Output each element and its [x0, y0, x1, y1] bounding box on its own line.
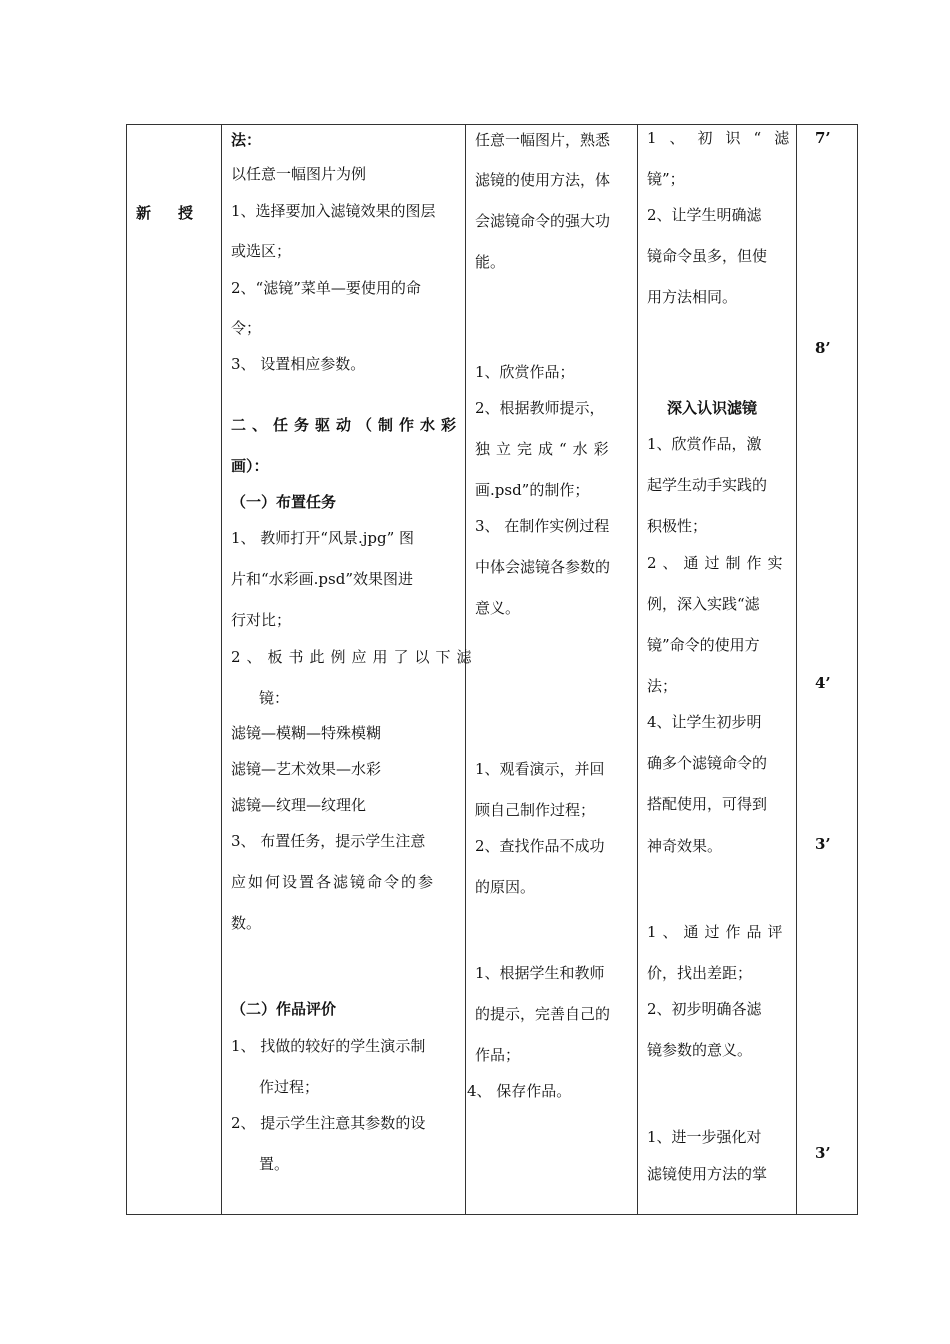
intent-text-line: 1、进一步强化对: [647, 1128, 762, 1146]
intent-text-line: 价，找出差距；: [647, 964, 753, 982]
teacher-text-line: 1、选择要加入滤镜效果的图层: [231, 202, 436, 220]
teacher-text-line: 置。: [259, 1155, 290, 1173]
student-text-line: 1、欣赏作品；: [475, 363, 575, 381]
student-text-line: 2、查找作品不成功: [475, 837, 605, 855]
student-text-line: 滤镜的使用方法，体: [475, 171, 611, 189]
teacher-text-line: 行对比；: [231, 611, 292, 629]
subsection-heading: （二）作品评价: [231, 1000, 337, 1018]
teacher-text-line: 2、 提示学生注意其参数的设: [231, 1114, 426, 1132]
intent-text-line: 确多个滤镜命令的: [647, 754, 768, 772]
intent-text-line: 镜命令虽多，但使: [647, 247, 768, 265]
intent-text-line: 法；: [647, 677, 678, 695]
student-text-line: 画.psd”的制作；: [475, 481, 590, 499]
teacher-text-line: 数。: [231, 914, 262, 932]
teacher-text-line: 1、 找做的较好的学生演示制: [231, 1037, 426, 1055]
intent-heading: 深入认识滤镜: [667, 399, 758, 417]
time-allocation: 8’: [815, 339, 831, 357]
teacher-text-line: 或选区；: [231, 242, 292, 260]
intent-text-line: 镜”命令的使用方: [647, 636, 760, 654]
column-divider: [637, 124, 638, 1215]
intent-text-line: 1、通过作品评: [647, 923, 789, 941]
teacher-text-line: 1、 教师打开“风景.jpg” 图: [231, 529, 415, 547]
student-text-line: 顾自己制作过程；: [475, 801, 596, 819]
intent-text-line: 1、欣赏作品，激: [647, 435, 762, 453]
time-allocation: 4’: [815, 674, 831, 692]
teacher-text-line: 以任意一幅图片为例: [231, 165, 367, 183]
teacher-text-line: 法：: [231, 131, 262, 149]
teacher-text-line: 3、 设置相应参数。: [231, 355, 366, 373]
teacher-text-line: 令；: [231, 319, 262, 337]
intent-text-line: 1、初识“滤: [647, 129, 803, 147]
intent-text-line: 搭配使用，可得到: [647, 795, 768, 813]
time-allocation: 7’: [815, 129, 831, 147]
time-allocation: 3’: [815, 1144, 831, 1162]
teacher-text-line: 作过程；: [259, 1078, 320, 1096]
column-divider: [221, 124, 222, 1215]
section-label-char: 授: [178, 204, 194, 222]
intent-text-line: 用方法相同。: [647, 288, 738, 306]
student-text-line: 2、根据教师提示，: [475, 399, 605, 417]
subsection-heading: （一）布置任务: [231, 493, 337, 511]
student-text-line: 任意一幅图片，熟悉: [475, 131, 611, 149]
teacher-text-line: 2、“滤镜”菜单—要使用的命: [231, 279, 421, 297]
intent-text-line: 积极性；: [647, 517, 708, 535]
column-divider: [465, 124, 466, 1215]
student-text-line: 1、观看演示，并回: [475, 760, 605, 778]
intent-text-line: 4、让学生初步明: [647, 713, 762, 731]
student-text-line: 独立完成“水彩: [475, 440, 615, 458]
intent-text-line: 起学生动手实践的: [647, 476, 768, 494]
teacher-text-line: 滤镜—模糊—特殊模糊: [231, 724, 382, 742]
section-heading: 画）：: [231, 457, 269, 475]
teacher-text-line: 片和“水彩画.psd”效果图进: [231, 570, 414, 588]
intent-text-line: 镜参数的意义。: [647, 1041, 753, 1059]
intent-text-line: 2、通过制作实: [647, 554, 789, 572]
student-text-line: 会滤镜命令的强大功: [475, 212, 611, 230]
student-text-line: 意义。: [475, 599, 521, 617]
student-text-line: 能。: [475, 253, 506, 271]
intent-text-line: 例，深入实践“滤: [647, 595, 760, 613]
student-text-line: 4、 保存作品。: [467, 1082, 572, 1100]
student-text-line: 的原因。: [475, 878, 536, 896]
intent-text-line: 神奇效果。: [647, 837, 723, 855]
time-allocation: 3’: [815, 835, 831, 853]
student-text-line: 作品；: [475, 1046, 521, 1064]
intent-text-line: 2、初步明确各滤: [647, 1000, 762, 1018]
section-heading: 二、任务驱动（制作水彩: [231, 416, 463, 434]
teacher-text-line: 滤镜—艺术效果—水彩: [231, 760, 382, 778]
student-text-line: 中体会滤镜各参数的: [475, 558, 611, 576]
student-text-line: 1、根据学生和教师: [475, 964, 605, 982]
teacher-text-line: 3、 布置任务，提示学生注意: [231, 832, 426, 850]
student-text-line: 的提示，完善自己的: [475, 1005, 611, 1023]
section-label-char: 新: [136, 204, 152, 222]
intent-text-line: 镜”；: [647, 170, 685, 188]
column-divider: [796, 124, 797, 1215]
teacher-text-line: 2、板书此例应用了以下滤: [231, 648, 478, 666]
teacher-text-line: 镜：: [259, 689, 290, 707]
intent-text-line: 滤镜使用方法的掌: [647, 1165, 768, 1183]
teacher-text-line: 滤镜—纹理—纹理化: [231, 796, 367, 814]
teacher-text-line: 应如何设置各滤镜命令的参: [231, 873, 436, 891]
intent-text-line: 2、让学生明确滤: [647, 206, 762, 224]
student-text-line: 3、 在制作实例过程: [475, 517, 610, 535]
